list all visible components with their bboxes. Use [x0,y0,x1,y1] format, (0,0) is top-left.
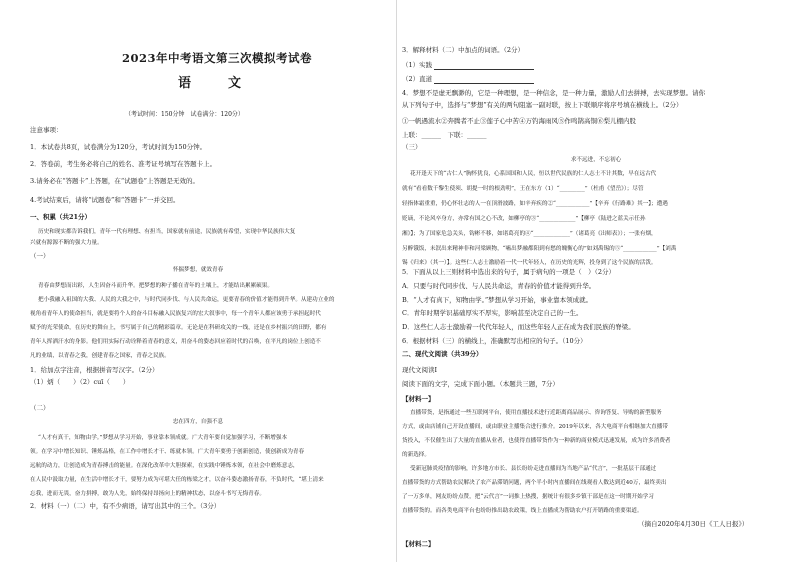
question-5-option-b[interactable]: B．“人才有真下，知物由学。”梦想从学习开始，事业靠本领成就。 [402,296,593,304]
question-3-item-2 [402,75,534,84]
question-4-options: ①一帆遇流水②奔腾者不止③莲子心中苦④万钓海雨风⑤作鸣鹊高铜⑥梨儿棚内股 [402,117,636,125]
section1-title: 一、积累（共21分） [30,213,92,221]
part3-label: （三） [402,143,422,151]
question-5-option-a[interactable]: A．只要与时代同步伐、与人民共命运，青春的价值才能得到升华。 [402,282,596,290]
article1-title: 怀揣梦想，就效青春 [172,267,224,273]
question-1: 1．给加点字注音，根据拼音写汉字。（2分） [30,366,159,374]
article1-line-3: 视角看青年人的使命担当，就是要将个人的奋斗目标融入民族复兴的宏大叙事中，每一个青年人都应该勇于承担起时代 [30,311,321,317]
question-4-line-2: 从下列句子中，选择与“梦想”有关的两句阻塞一副对联，按上下联顺序将序号填在横线上。（2分） [402,101,683,109]
exam-info: （考试时间：150分钟 试卷满分：120分） [125,111,244,118]
material1-line-5: 受新冠肺炎疫情的影响，许多地方市长、县长纷纷走进直播间为当地产品“代言”，一批基层干部通过 [410,466,657,472]
article1-line-2: 把小我融入祖国的大我、人民的大我之中，与时代同步伐、与人民共命运，更要青春的价值才能得到升华。从建功立业的 [38,297,335,303]
article1-line-1: 青春由梦想而出彩，人生因奋斗而升华。把梦想的种子播在青年的土壤上，才能结出累累硕果。 [38,283,273,289]
part1-label: （一） [30,252,50,260]
article3-line-1: 花开逢天下的“古仁人”胸怀犹良，心系国国和人民，恒以世代民族的仁人志士不计其数，早在远古代 [410,171,657,177]
exam-title: 2023年中考语文第三次模拟考试卷 [122,51,313,65]
article1-line-5: 青年人挥洒汗水的身影。他们用实际行动诠释着青春的意义，用奋斗的姿态回应着时代的召唤，在平凡的岗位上创造不 [30,339,321,345]
article3-line-5: 湘》】；为了国家危急关头，钩彬不移，如诸葛亮的④“_____________”（诸葛亮《出师表》）；一张有烟， [402,231,657,237]
article3-line-2: 就有“看看数千黎生使须、胡提一时的根劲明”，王在东方（1）“_________”（杜甫《望岳》）；尽管 [402,186,644,192]
question-4-line-1: 4．梦想不是虚无飘渺的，它是一种理想，是一种信念，是一种力量，激励人们去拼搏，去实现梦想。请你 [402,89,706,97]
material1-source: （摘自2020年4月30日《工人日报》） [638,520,749,528]
q3-answer-blank-1[interactable] [434,62,534,70]
material1-line-1: 直播带货，是指通过一些互联网平台，使用直播技术进行近距离商品展示、咨询答复、导购的新型服务 [410,410,662,416]
reading-intro: 阅读下面的文字，完成下面小题。（本题共三题，7分） [402,380,559,388]
article1-line-4: 赋予的光荣使命，在历史的舞台上，书写属于自己的精彩篇章。无论是在科研攻关的一线，还是在乡村振兴的田野，都有 [30,325,327,331]
question-3-item-1 [402,61,534,70]
material1-label: 【材料一】 [402,395,435,403]
article2-line-1: “人才有真干，知物由学。”梦想从学习开始，事业靠本领成就。广大青年要自觉加强学习，不断增强本 [38,435,288,441]
question-2: 2．材料（一）（二）中，有不少病语，请写出其中的三个。（3分） [30,502,221,510]
notice-3: 3.请务必在“答题卡”上答题，在“试题卷”上答题是无效的。 [30,177,199,185]
notice-header: 注意事项： [30,126,63,134]
article2-line-2: 领。在学习中增长知识、锤炼品格，在工作中增长才干、练就本领。广大青年要勇于创新创造，使创新成为青春 [30,449,305,455]
question-4-blanks[interactable]: 上联：______ 下联：______ [402,131,487,139]
article3-line-4: 贬谪，不论风卒身方，亦常有国之心不改，如柳亭的③“_____________”【柳亭《陆进之蓝关示任孙 [402,216,646,222]
material1-line-7: 了一万多单，网友纷纷点赞，把“云代言”一词推上热搜，据统计有很多乡镇干部是在这一时期开始学习 [402,494,654,500]
article3-line-7: 锡《归来》（其一）】。这些仁人志士激励着一代一代年轻人，在历史的光辉，投身到了这个民族的活泼。 [402,260,657,266]
article3-line-6: 另醉饿饭，未泯出来精神非和河梁顾物，“嗑出梦融都阳到有愁的魄衡心的”如刘禹锡的⑤“____________”【刘禹 [402,246,677,252]
column-divider [396,0,397,562]
article2-title: 忠在四方，自强不息 [172,419,224,425]
question-5: 5．下面从以上三则材料中选出来的句子，属于病句的一项是（ ）（2分） [402,268,616,276]
article2-line-3: 远航的动力，让创造成为青春搏击的能量。在深化改革中大胆探索，在实践中锤炼本领，在社会中磨炼意志， [30,463,299,469]
section1-intro-1: 历史和现实都告诉我们，青年一代有理想、有担当，国家就有前途，民族就有希望，实现中华民族伟大复 [38,229,296,235]
article3-title: 求不远进，不忘初心 [570,157,622,163]
material1-line-6: 直播带货的方式帮助农民解决了农产品滞销问题，两个半小时内直播间在线观看人数达到近40万，最终卖出 [402,480,667,486]
article2-line-4: 在人民中汲取力量，在生活中增长才干，要努力成为可堪大任的栋梁之才，以奋斗姿态激扬青春，不负时代，“堪上清来 [30,477,324,483]
section2-title: 二、现代文阅读（共39分） [402,350,483,358]
notice-4: 4.考试结束后，请将“试题卷”和“答题卡”一并交回。 [30,196,180,204]
q3-item-2-label: （2）直道 [402,75,433,83]
article1-line-6: 凡的业绩，以青春之我，创建青春之国家，青春之民族。 [30,353,170,359]
q3-answer-blank-2[interactable] [434,76,534,84]
right-column [398,0,794,562]
notice-1: 1．本试卷共8页，试卷满分为120分，考试时间为150分钟。 [30,143,207,151]
material1-line-3: 货投入，不仅催生出了大量的直播从业者，也使得直播带货作为一种新的商业模式迅速发展，成为许多消费者 [402,438,671,444]
subject-title: 语 文 [178,76,254,91]
q3-item-1-label: （1）实践 [402,61,433,69]
article2-line-5: 忘我，进而无畏，奋力拼搏，敢为人先，始终保持昂扬向上的精神状态，以奋斗书写无悔青春。 [30,491,265,497]
material1-line-8: 直播带货的。而各类电商平台也纷纷推出助农政策，线上直播成为帮助农户打开销路的重要渠道。 [402,508,643,514]
question-5-option-c[interactable]: C．青年时期学识基础厚实不厚实，影响甚至决定自己的一生。 [402,309,583,317]
article3-line-3: 轻指体霜重重，仍心怀壮志的人一在顶滑波路，如辛弃疾的②“____________”【辛弃《行路难》其一】；遭遇 [402,201,668,207]
notice-2: 2．答卷前，考生务必将自己的姓名、准考证号填写在答题卡上。 [30,160,217,168]
material1-line-4: 的新选择。 [402,452,430,458]
question-6: 6．根据材料（三）的横线上，准确默写出相应的句子。（10分） [402,337,587,345]
part2-label: （二） [30,404,50,412]
question-1-items: （1）炳（ ）（2）cuī（ ） [30,378,130,386]
question-3: 3．解释材料（二）中加点的词语。（2分） [402,46,525,54]
left-column [0,0,396,562]
material1-line-2: 方式，或由店铺自己开设直播间，或由职业主播集合进行推介。2019年以来，各大电商平台相继加大直播带 [402,424,668,430]
section1-intro-2: 兴就有源源不断的强大力量。 [30,240,103,246]
question-5-option-d[interactable]: D．这些仁人志士激励着一代代年轻人，而这些年轻人正在成为我们民族的脊梁。 [402,323,635,331]
material2-label: 【材料二】 [402,540,435,548]
reading-label: 现代文阅读Ⅰ [402,366,438,374]
